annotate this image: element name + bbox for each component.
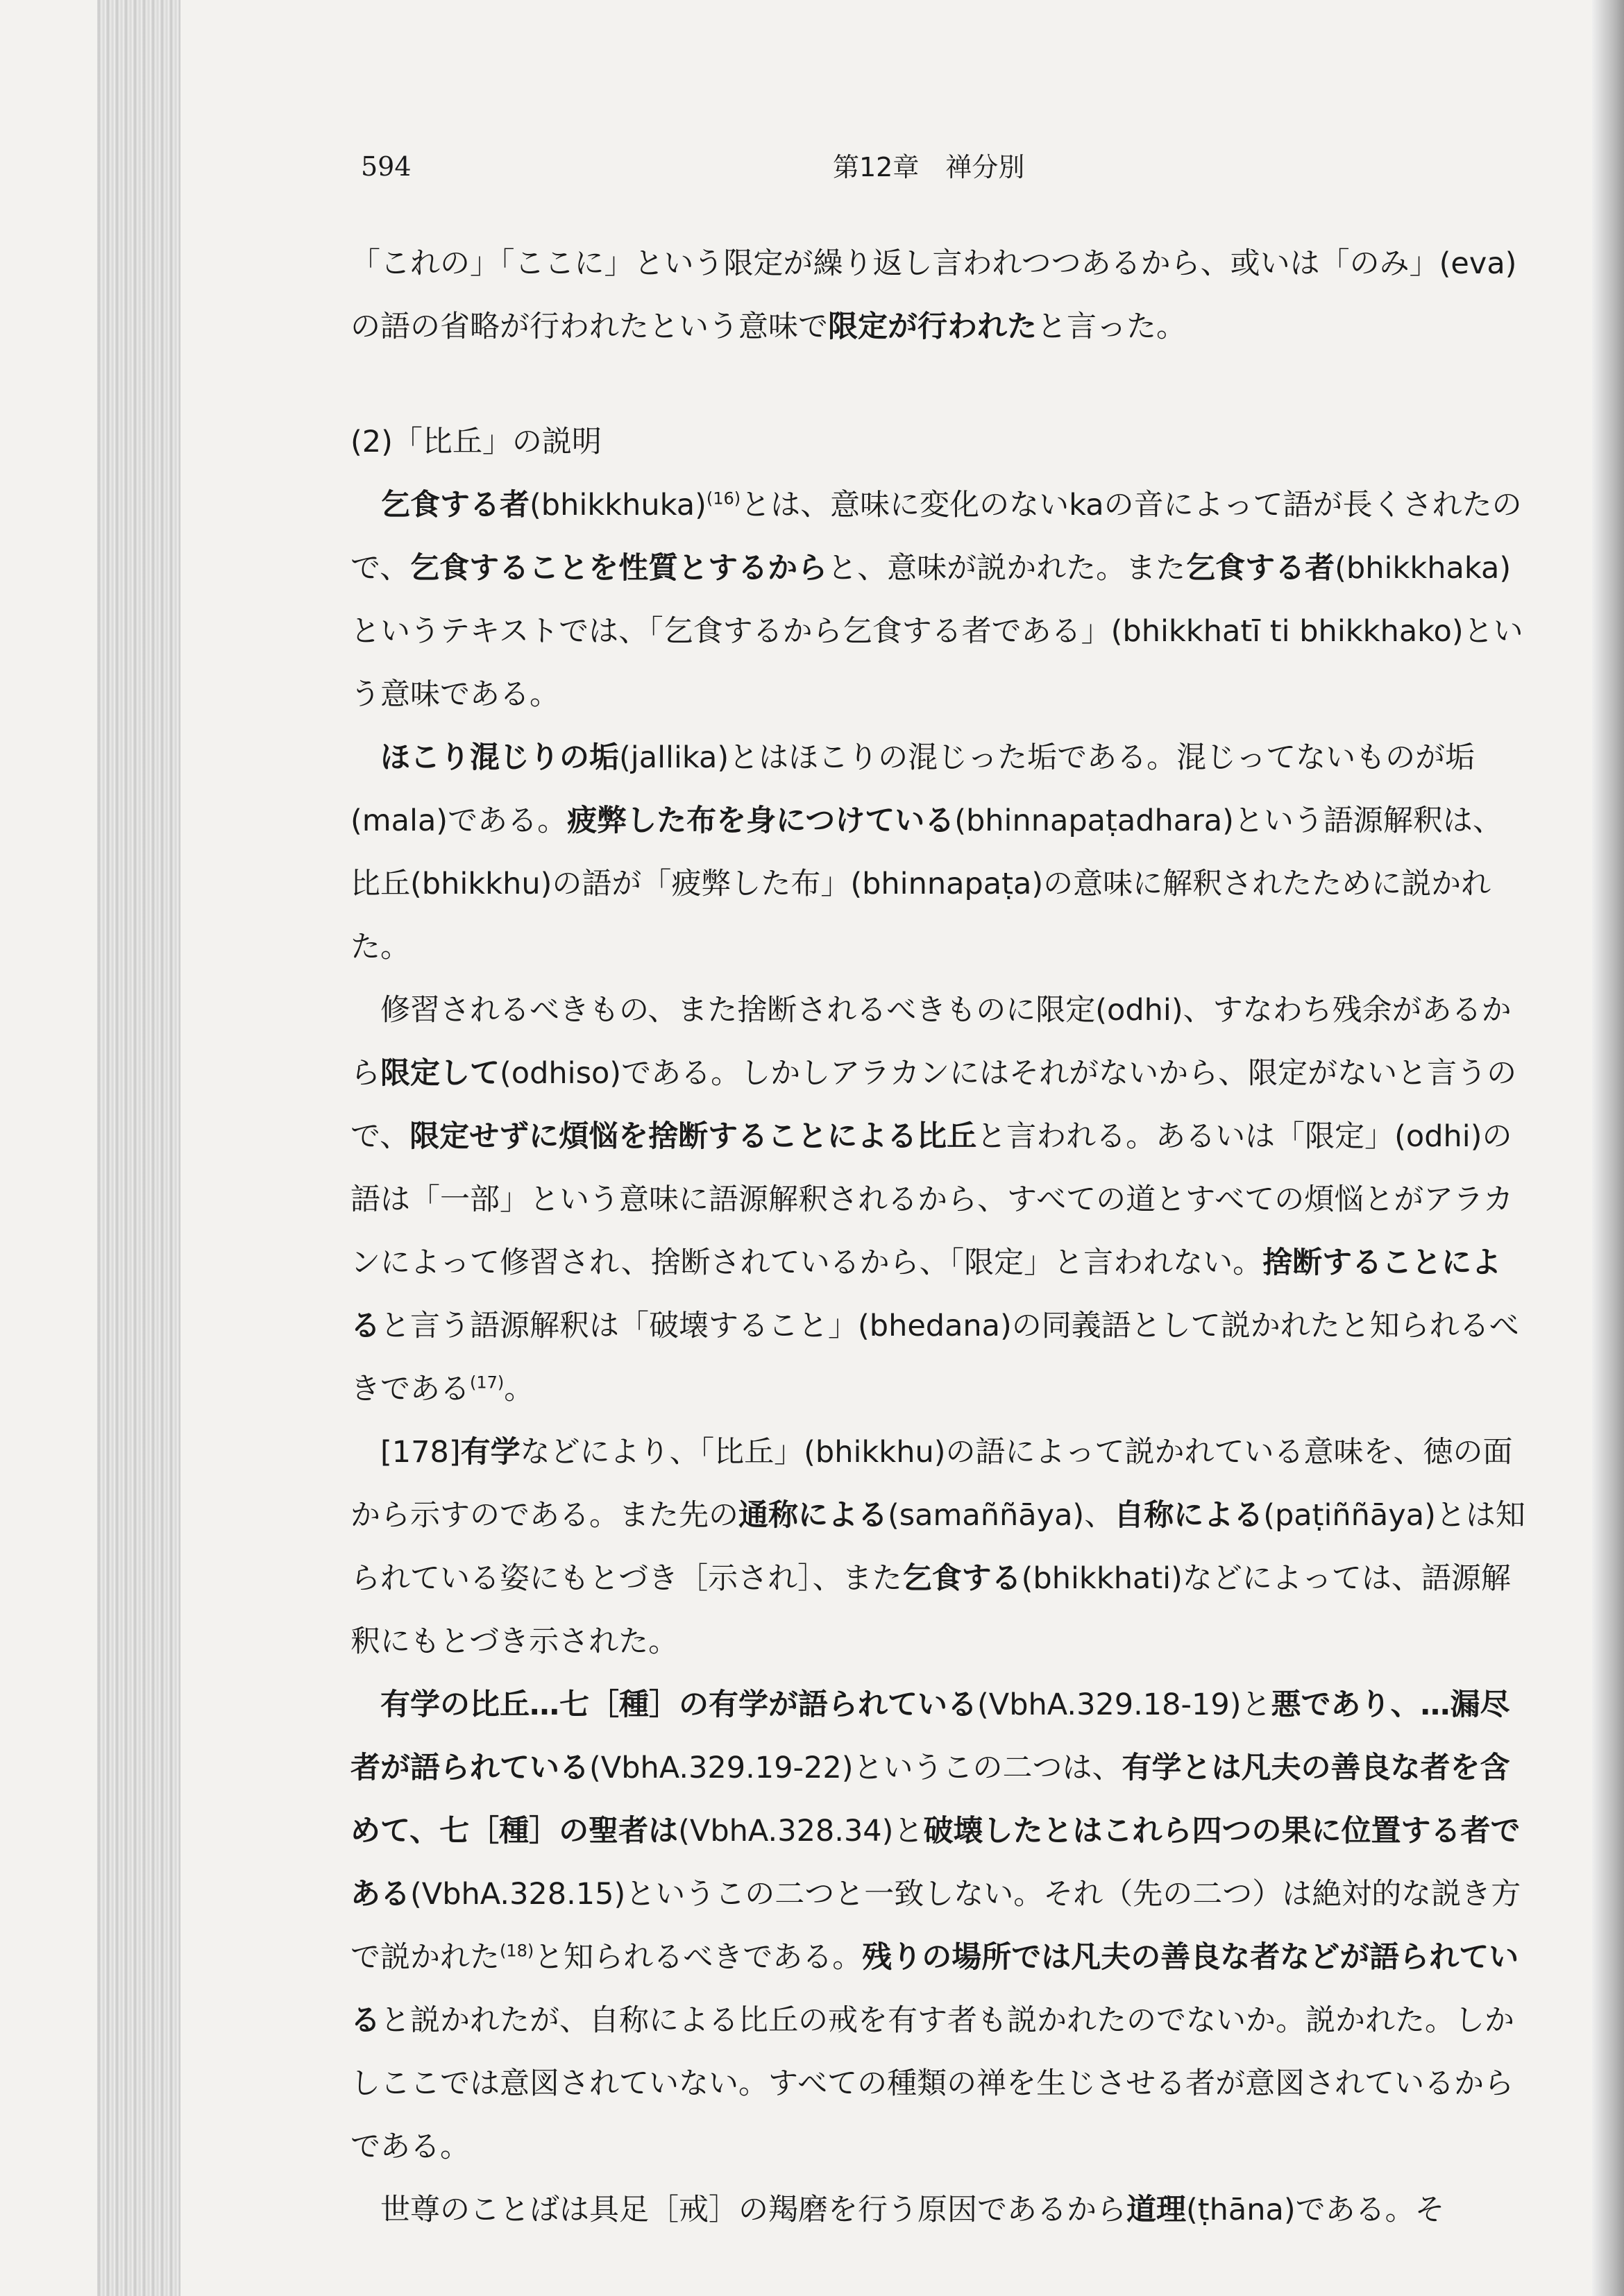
bold-term: 乞食する者 <box>380 488 530 522</box>
text-run: と言った。 <box>1037 309 1186 344</box>
paragraph <box>350 726 1530 979</box>
text-run: などにより、「比丘」(bhikkhu)の語によって説かれている意味を、徳の面から示すのである。また先の <box>350 1435 1513 1533</box>
text-run: と知られるべきである。 <box>534 1940 863 1975</box>
bold-term: 自称による <box>1114 1498 1264 1533</box>
text-run: (odhiso)である。しかしアラカンにはそれがないから、限定がないと言うので、 <box>350 1056 1517 1154</box>
text-run: (bhikkhuka) <box>530 488 707 522</box>
text-run: 世尊のことばは具足［戒］の羯磨を行う原因であるから <box>380 2193 1126 2227</box>
bold-term: ほこり混じりの垢 <box>380 740 619 775</box>
text-run: (samaññāya)、 <box>888 1498 1115 1533</box>
text-run: (ṭhāna)である。そ <box>1186 2193 1445 2227</box>
note-ref: (17) <box>470 1372 505 1393</box>
text-run: と、意味が説かれた。また <box>827 551 1186 586</box>
bold-term: 乞食することを性質とするから <box>409 551 828 586</box>
note-ref: (18) <box>500 1941 534 1961</box>
chapter-title: 第12章 禅分別 <box>833 152 1025 182</box>
bold-term: 乞食する者 <box>1185 551 1335 586</box>
text-run: 「これの」「ここに」という限定が繰り返し言われつつあるから、或いは「のみ」(eva)の語の省略が行われたという意味で <box>350 246 1517 344</box>
paragraph <box>350 474 1530 726</box>
bold-term: 道理 <box>1126 2193 1186 2227</box>
bold-term: 限定が行われた <box>828 309 1037 344</box>
text-run: 修習されるべきもの、また捨断されるべきものに限定(odhi)、すなわち残余があるから <box>350 993 1512 1091</box>
body-text <box>350 232 1530 2242</box>
bold-term: 有学とは凡夫の善良な者を含めて、七［種］の聖者は <box>350 1751 1510 1848</box>
paragraph <box>350 979 1530 1421</box>
text-run: とは、意味に変化のないkaの音によって語が長くされたので、 <box>350 488 1522 586</box>
text-run: (VbhA.329.19-22)というこの二つは、 <box>589 1751 1122 1785</box>
note-ref: (16) <box>706 488 741 509</box>
bold-term: 限定せずに煩悩を捨断することによる比丘 <box>409 1119 977 1154</box>
text-run: (VbhA.329.18-19)と <box>977 1687 1271 1722</box>
text-run: (bhikkhati)などによっては、語源解釈にもとづき示された。 <box>350 1561 1511 1659</box>
bold-term: 通称による <box>738 1498 888 1533</box>
page-number: 594 <box>361 151 412 182</box>
bold-term: 限定して <box>380 1056 500 1091</box>
paragraph <box>350 1674 1530 2179</box>
text-run: (VbhA.328.15)というこの二つと一致しない。それ（先の二つ）は絶対的な説き方で説かれた <box>350 1877 1521 1975</box>
text-run: (paṭiññāya)とは知られている姿にもとづき［示され］、また <box>350 1498 1525 1596</box>
section-heading: (2)「比丘」の説明 <box>350 425 602 459</box>
bold-term: 破壊したとはこれら四つの果に位置する者である <box>350 1814 1521 1912</box>
text-run: と言われる。あるいは「限定」(odhi)の語は「一部」という意味に語源解釈されるから、すべての道とすべての煩悩とがアラカンによって修習され、捨断されているから、「限定」と言われない。 <box>350 1119 1514 1280</box>
bold-term: 有学 <box>460 1435 521 1470</box>
text-run: 。 <box>504 1372 534 1406</box>
paragraph <box>350 2179 1530 2242</box>
text-run: (jallika)とはほこりの混じった垢である。混じってないものが垢(mala)である。 <box>350 740 1475 838</box>
book-binding-shadow <box>97 0 180 2296</box>
bold-term: 乞食する <box>902 1561 1022 1596</box>
page-header <box>361 146 1513 187</box>
paragraph <box>350 1421 1530 1674</box>
bold-term: 悪であり、…漏尽者が語られている <box>350 1687 1510 1785</box>
bold-term: 残りの場所では凡夫の善良な者などが語られている <box>350 1940 1519 2038</box>
text-run: (bhikkhaka)というテキストでは、「乞食するから乞食する者である」(bhikkhatī ti bhikkhako)という意味である。 <box>350 551 1523 712</box>
text-run: と言う語源解釈は「破壊すること」(bhedana)の同義語として説かれたと知られるべきである <box>350 1309 1519 1406</box>
text-run: (VbhA.328.34)と <box>678 1814 924 1848</box>
text-run: と説かれたが、自称による比丘の戒を有す者も説かれたのでないか。説かれた。しかしここでは意図されていない。すべての種類の禅を生じさせる者が意図されているからである。 <box>350 2003 1514 2164</box>
bold-term: 捨断することによる <box>350 1245 1502 1343</box>
bold-term: 有学の比丘…七［種］の有学が語られている <box>380 1687 977 1722</box>
text-run: (bhinnapaṭadhara)という語源解釈は、比丘(bhikkhu)の語が「疲弊した布」(bhinnapaṭa)の意味に解釈されたために説かれた。 <box>350 803 1503 964</box>
page-edge-shadow <box>1592 0 1624 2296</box>
paragraph <box>350 232 1530 359</box>
bold-term: 疲弊した布を身につけている <box>567 803 955 838</box>
text-run: [178] <box>380 1435 461 1470</box>
